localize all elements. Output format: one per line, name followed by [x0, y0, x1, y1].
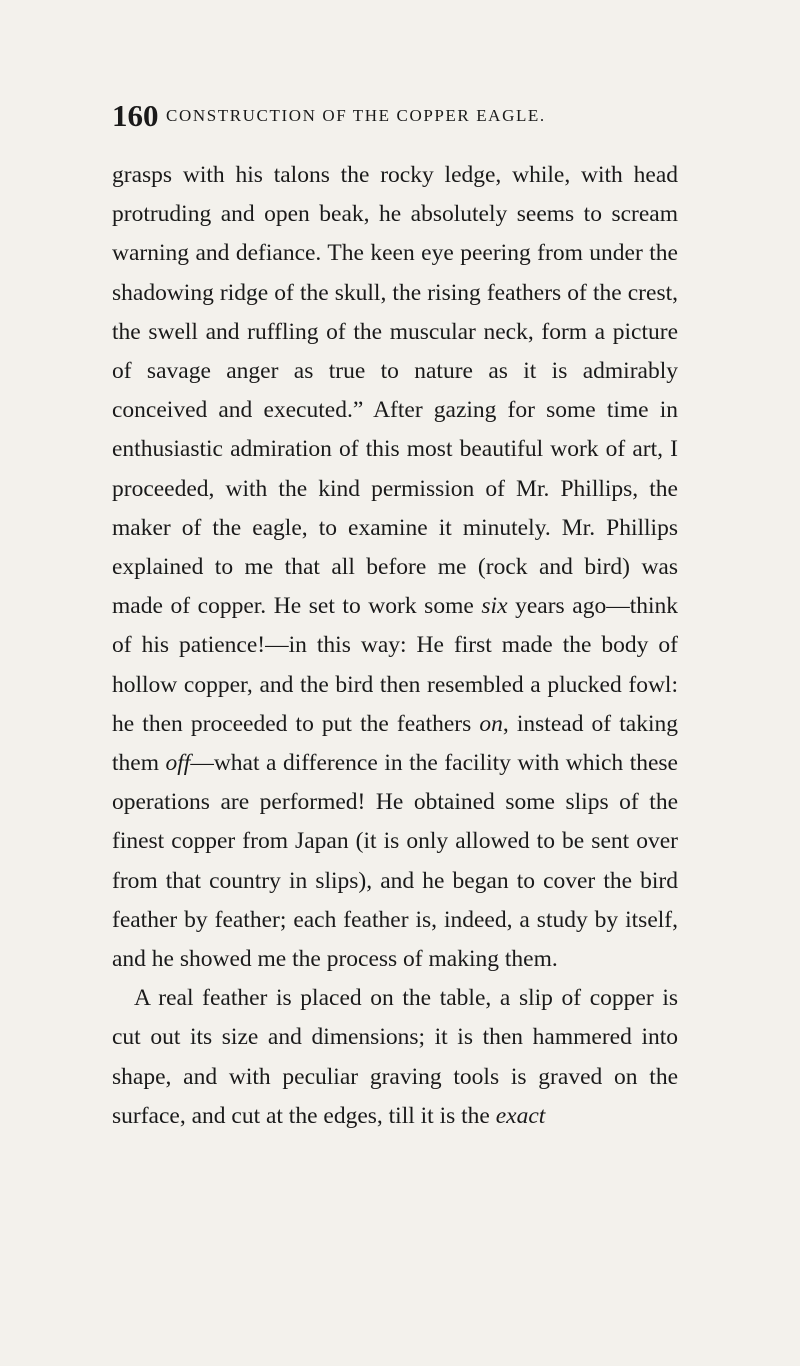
- paragraph: [112, 156, 678, 979]
- italic-text: on: [479, 710, 503, 737]
- paragraph: [112, 979, 678, 1136]
- italic-text: exact: [495, 1102, 546, 1129]
- text-run: grasps with his talons the rocky ledge, while, with head protruding and open beak, he absolutely seems to scream warning and defiance. The keen eye peering from under the shadowing ridge of the skull, the rising feathers of the crest, the swell and ruffling of the muscular neck, form a picture of savage anger as true to nature as it is admirably conceived and executed.” After gazing for some time in enthusiastic admiration of this most beautiful work of art, I proceeded, with the kind permission of Mr. Phillips, the maker of the eagle, to examine it minutely. Mr. Phillips explained to me that all before me (rock and bird) was made of copper. He set to work some: [112, 162, 678, 620]
- text-run: , instead of taking them: [112, 710, 678, 777]
- running-head-title: CONSTRUCTION OF THE COPPER EAGLE.: [166, 106, 546, 125]
- text-run: A real feather is placed on the table, a slip of copper is cut out its size and dimensions; it is then hammered into shape, and with peculiar graving tools is graved on the surface, and cut at the edges, till it is the: [112, 985, 678, 1129]
- text-run: years ago—think of his patience!—in this way: He first made the body of hollow copper, and the bird then resembled a plucked fowl: he then proceeded to put the feathers: [112, 593, 678, 737]
- italic-text: off: [165, 750, 191, 777]
- body-text: [112, 156, 678, 1136]
- page-number: 160: [112, 98, 159, 133]
- text-run: —what a difference in the facility with which these operations are performed! He obtained some slips of the finest copper from Japan (it is only allowed to be sent over from that country in slips), and he began to cover the bird feather by feather; each feather is, indeed, a study by itself, and he showed me the process of making them.: [112, 750, 678, 973]
- italic-text: six: [481, 593, 508, 620]
- running-head: [112, 98, 678, 138]
